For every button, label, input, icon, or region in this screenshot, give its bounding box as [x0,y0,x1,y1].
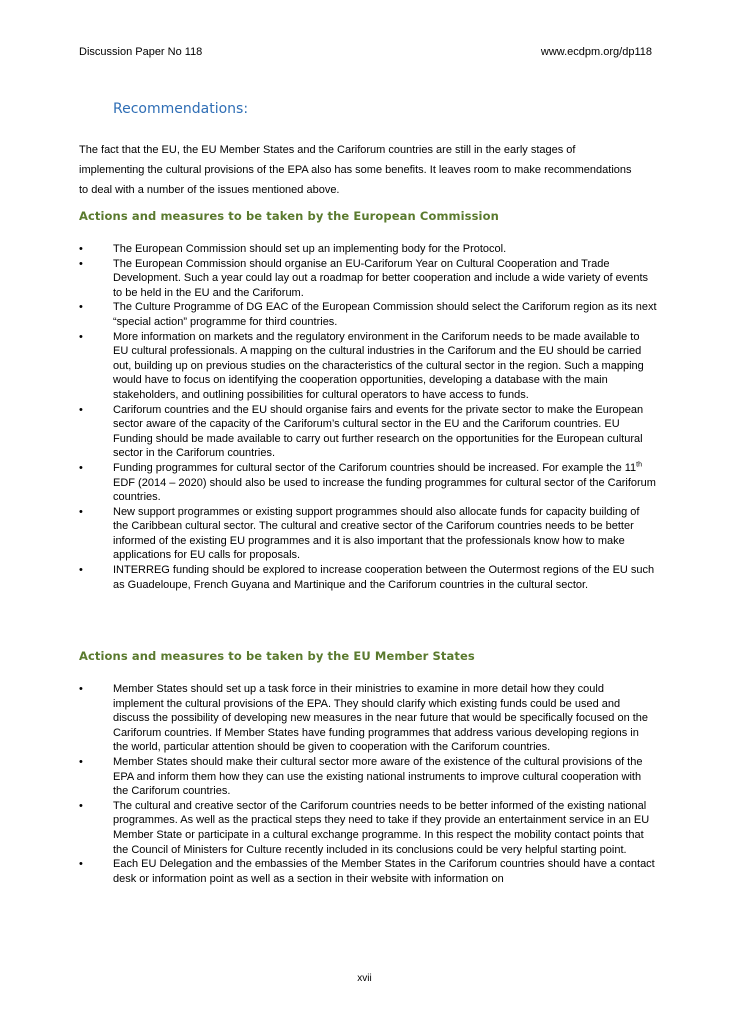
page-number: xvii [357,973,372,984]
bullet-icon: • [79,403,83,416]
list-item [79,461,657,505]
section-heading-member-states: Actions and measures to be taken by the EU Member States [79,649,475,663]
bullet-icon: • [79,505,83,518]
list-item [79,330,657,403]
list-item [79,682,657,755]
list-item-text: More information on markets and the regulatory environment in the Cariforum needs to be made available to EU cultural professionals. A mapping on the cultural industries in the Cariforum and the EU should be carried out, building up on previous studies on the characteristics of the cultural sector in the region. Such a mapping would have to focus on identifying the cooperation opportunities, developing a database with the main stakeholders, and outlining possibilities for cultural operators to have access to funds. [113,330,644,401]
list-item-text: Funding programmes for cultural sector of the Cariforum countries should be increased. For example the 11th EDF (2014 – 2020) should also be used to increase the funding programmes for cultural sector of the Cariforum countries. [113,461,656,504]
bullet-icon: • [79,461,83,474]
list-item-text: The Culture Programme of DG EAC of the European Commission should select the Cariforum region as its next “special action” programme for third countries. [113,301,657,328]
list-item [79,300,657,329]
bullet-icon: • [79,257,83,270]
list-item-text: Member States should set up a task force in their ministries to examine in more detail how they could implement the cultural provisions of the EPA. They should clarify which existing funds could be used and discuss the possibility of developing new measures in the near future that would be specifically focused on the Cariforum countries. If Member States have funding programmes that address various developing regions in the world, particular attention should be given to cooperation with the Cariforum countries. [113,683,649,754]
bullet-icon: • [79,755,83,768]
bullet-icon: • [79,858,83,871]
section-heading-european-commission: Actions and measures to be taken by the European Commission [79,209,499,223]
list-item-text: Member States should make their cultural sector more aware of the existence of the cultural provisions of the EPA and inform them how they can use the existing national instruments to improve cultural cooperation with the Cariforum countries. [113,755,643,798]
header-url[interactable]: www.ecdpm.org/dp118 [540,46,652,58]
bullet-icon: • [79,243,83,255]
bullet-icon: • [79,330,83,343]
recommendations-title: Recommendations: [113,101,249,117]
bullet-icon: • [79,301,83,314]
member-states-bullet-list [79,682,657,886]
bullet-icon: • [79,564,83,577]
bullet-icon: • [79,799,83,812]
list-item [79,799,657,857]
list-item [79,505,657,563]
list-item-text: New support programmes or existing support programmes should also allocate funds for capacity building of the Caribbean cultural sector. The cultural and creative sector of the Cariforum countries needs to be better informed of the existing EU programmes and it is also important that the professionals know how to make applications for EU calls for proposals. [113,505,640,562]
list-item-text: The cultural and creative sector of the Cariforum countries needs to be better informed of the existing national programmes. As well as the practical steps they need to take if they provide an entertainment service in an EU Member State or participate in a cultural exchange programme. In this respect the mobility contact points that the Council of Ministers for Culture recently included in its conclusions could be very helpful starting point. [113,799,650,856]
list-item [79,242,657,257]
list-item-text: INTERREG funding should be explored to increase cooperation between the Outermost regions of the EU such as Guadeloupe, French Guyana and Martinique and the Cariforum countries in the cultural sector. [113,564,655,591]
list-item [79,857,657,886]
list-item [79,403,657,461]
list-item-text: Each EU Delegation and the embassies of the Member States in the Cariforum countries should have a contact desk or information point as well as a section in their website with information on [113,858,655,885]
list-item [79,755,657,799]
intro-paragraph: The fact that the EU, the EU Member States and the Cariforum countries are still in the early stages of implementing the cultural provisions of the EPA also has some benefits. It leaves room to make recommendations to deal with a number of the issues mentioned above. [79,144,632,196]
list-item-text: The European Commission should set up an implementing body for the Protocol. [113,243,507,255]
page-header [79,46,652,62]
european-commission-bullet-list [79,242,657,592]
list-item [79,257,657,301]
list-item [79,563,657,592]
list-item-text: The European Commission should organise an EU-Cariforum Year on Cultural Cooperation and Trade Development. Such a year could lay out a roadmap for better cooperation and include a wide variety of events to be held in the EU and the Cariforum. [113,257,649,299]
bullet-icon: • [79,683,83,695]
header-paper-number: Discussion Paper No 118 [79,46,203,58]
list-item-text: Cariforum countries and the EU should organise fairs and events for the private sector to make the European sector aware of the capacity of the Cariforum’s cultural sector in the EU and the Cariforum countries. EU Funding should be made available to carry out further research on the opportunities for the European cultural sector in the Cariforum countries. [113,403,644,460]
